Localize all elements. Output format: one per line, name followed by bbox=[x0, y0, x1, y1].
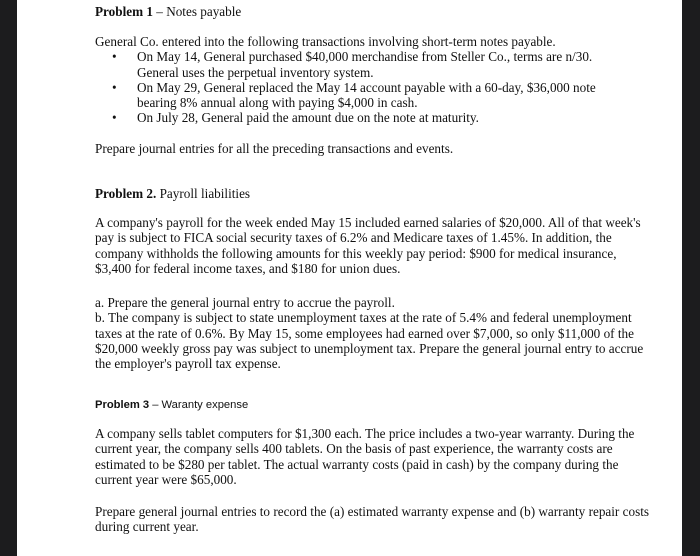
problem1-instruction: Prepare journal entries for all the preceding transactions and events. bbox=[95, 141, 454, 156]
problem3-heading bbox=[95, 398, 635, 413]
problem2-part-b: b. The company is subject to state unemployment taxes at the rate of 5.4% and federal unemployment taxes at the rate of 0.6%. By May 15, some employees had earned over $7,000, so only $11,000 of the $20,000 weekly gross pay was subject to unemployment tax. Prepare the general journal entry to accrue the employer's payroll tax expense. bbox=[95, 310, 644, 372]
problem2-heading-rest: Payroll liabilities bbox=[156, 186, 251, 201]
problem3-heading-bold: Problem 3 bbox=[95, 399, 150, 411]
problem2-parts bbox=[95, 295, 650, 371]
problem2-heading-bold: Problem 2. bbox=[95, 186, 157, 201]
problem3-paragraph: A company sells tablet computers for $1,300 each. The price includes a two-year warranty. During the current year, the company sells 400 tablets. On the basis of past experience, the warranty costs are estimated to be $280 per tablet. The actual warranty costs (paid in cash) by the company during the current year were $65,000. bbox=[95, 426, 635, 487]
list-item: • On May 14, General purchased $40,000 merchandise from Steller Co., terms are n/30. General uses the perpetual inventory system. bbox=[112, 49, 635, 80]
problem2-heading bbox=[95, 186, 635, 201]
document-page bbox=[17, 0, 682, 556]
problem2-part-a: a. Prepare the general journal entry to accrue the payroll. bbox=[95, 295, 395, 310]
problem1-body bbox=[95, 34, 635, 126]
problem2-paragraph: A company's payroll for the week ended May 15 included earned salaries of $20,000. All of that week's pay is subject to FICA social security taxes of 6.2% and Medicare taxes of 1.45%. In addition, the company withholds the following amounts for this weekly pay period: $900 for medical insurance, $3,400 for federal income taxes, and $180 for union dues. bbox=[95, 215, 641, 276]
list-item: • On May 29, General replaced the May 14 account payable with a 60-day, $36,000 note bearing 8% annual along with paying $4,000 in cash. bbox=[112, 80, 635, 111]
problem3-instruction: Prepare general journal entries to record the (a) estimated warranty expense and (b) warranty repair costs during current year. bbox=[95, 504, 649, 535]
problem1-heading bbox=[95, 4, 635, 19]
problem1-intro: General Co. entered into the following transactions involving short-term notes payable. bbox=[95, 34, 556, 49]
problem1-heading-bold: Problem 1 bbox=[95, 4, 153, 19]
problem1-bullets bbox=[95, 49, 635, 125]
list-item: • On July 28, General paid the amount due on the note at maturity. bbox=[112, 110, 635, 125]
problem3-heading-rest: – Waranty expense bbox=[149, 399, 249, 411]
problem1-heading-rest: – Notes payable bbox=[153, 4, 242, 19]
